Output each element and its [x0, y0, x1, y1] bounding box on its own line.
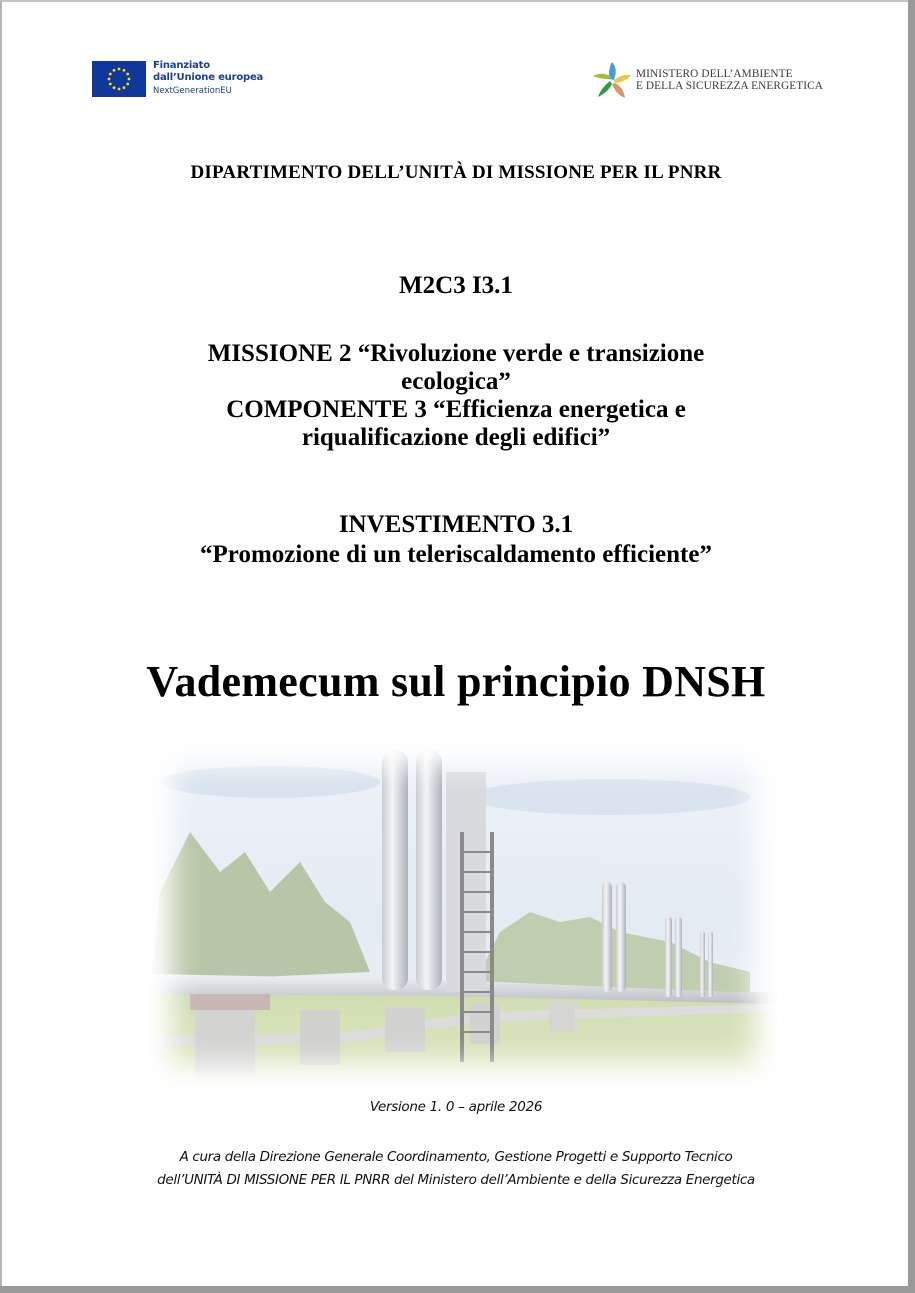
component-line1: COMPONENTE 3 “Efficienza energetica e — [226, 396, 686, 423]
ministry-logo-line2: E DELLA SICUREZZA ENERGETICA — [636, 80, 823, 92]
eu-flag-icon — [92, 61, 146, 97]
credits-line2: dell’UNITÀ DI MISSIONE PER IL PNRR del Ministero dell’Ambiente e della Sicurezza Energetica — [157, 1172, 755, 1188]
eu-logo-line3: NextGenerationEU — [153, 86, 232, 96]
ministry-logo-line1: MINISTERO DELL’AMBIENTE — [636, 68, 793, 80]
mission-line2: ecologica” — [401, 368, 511, 395]
investment-title: “Promozione di un teleriscaldamento efficiente” — [200, 541, 712, 568]
ministry-star-icon — [592, 60, 632, 100]
eu-logo-line2: dall’Unione europea — [153, 72, 264, 83]
measure-code: M2C3 I3.1 — [399, 272, 513, 299]
document-title: Vademecum sul principio DNSH — [146, 657, 766, 706]
mission-component-heading — [2, 340, 910, 452]
investment-code: INVESTIMENTO 3.1 — [338, 511, 574, 538]
eu-funding-logo — [92, 60, 263, 97]
credits-text — [2, 1146, 910, 1192]
cover-photo-pipeline — [150, 742, 777, 1087]
department-heading: DIPARTIMENTO DELL’UNITÀ DI MISSIONE PER IL PNRR — [190, 162, 722, 183]
investment-heading — [2, 510, 910, 570]
mission-line1: MISSIONE 2 “Rivoluzione verde e transizione — [207, 340, 705, 367]
ministry-logo — [592, 60, 823, 100]
eu-logo-line1: Finanziato — [153, 60, 210, 71]
version-label: Versione 1. 0 – aprile 2026 — [369, 1099, 543, 1115]
credits-line1: A cura della Direzione Generale Coordinamento, Gestione Progetti e Supporto Tecnico — [179, 1149, 733, 1165]
component-line2: riqualificazione degli edifici” — [301, 424, 611, 451]
